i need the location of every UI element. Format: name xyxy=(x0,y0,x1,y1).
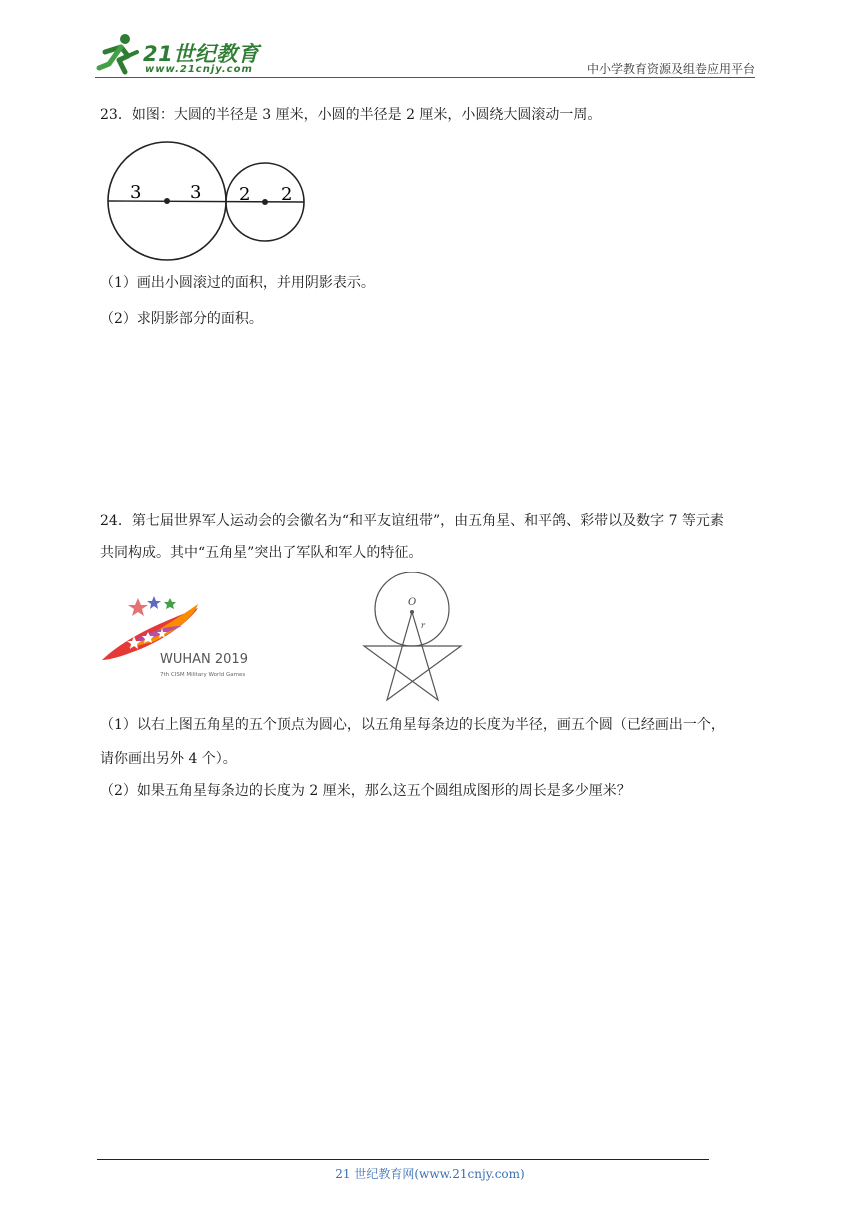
big-radius-label-left: 3 xyxy=(130,182,142,203)
q23-part1: （1）画出小圆滚过的面积，并用阴影表示。 xyxy=(100,275,375,291)
footer-link[interactable]: 21 世纪教育网(www.21cnjy.com) xyxy=(335,1167,525,1181)
star-circle-figure xyxy=(358,572,468,702)
q24-stem-line1: 24．第七届世界军人运动会的会徽名为“和平友谊纽带”，由五角星、和平鸽、彩带以及数字 7 等元素 xyxy=(100,513,724,529)
q24-part1-line2: 请你画出另外 4 个）。 xyxy=(100,751,237,767)
platform-name: 中小学教育资源及组卷应用平台 xyxy=(586,62,755,76)
q24-stem-line2: 共同构成。其中“五角星”突出了军队和军人的特征。 xyxy=(100,545,423,561)
runner-logo-icon xyxy=(95,30,141,76)
small-radius-label-right: 2 xyxy=(281,184,293,205)
logo-sub-text: 7th CISM Military World Games xyxy=(160,672,246,678)
small-radius-label-left: 2 xyxy=(239,184,251,205)
q23-stem: 23．如图：大圆的半径是 3 厘米，小圆的半径是 2 厘米，小圆绕大圆滚动一周。 xyxy=(100,107,602,123)
radius-label-r: r xyxy=(421,621,425,630)
header-divider xyxy=(95,77,755,78)
q23-circles-figure xyxy=(100,138,320,268)
center-label-o: O xyxy=(408,597,417,608)
logo-main-text: WUHAN 2019 xyxy=(160,652,248,667)
page-header xyxy=(95,30,755,78)
wuhan-2019-logo xyxy=(98,590,258,690)
logo-text: 21世纪教育 xyxy=(143,42,260,66)
big-radius-label-right: 3 xyxy=(190,182,202,203)
q24-part2: （2）如果五角星每条边的长度为 2 厘米，那么这五个圆组成图形的周长是多少厘米？ xyxy=(100,783,631,799)
q24-part1-line1: （1）以右上图五角星的五个顶点为圆心，以五角星每条边的长度为半径，画五个圆（已经画出一个， xyxy=(100,717,725,733)
q23-part2: （2）求阴影部分的面积。 xyxy=(100,311,263,327)
logo-url: www.21cnjy.com xyxy=(145,64,253,75)
footer-divider xyxy=(97,1159,709,1160)
